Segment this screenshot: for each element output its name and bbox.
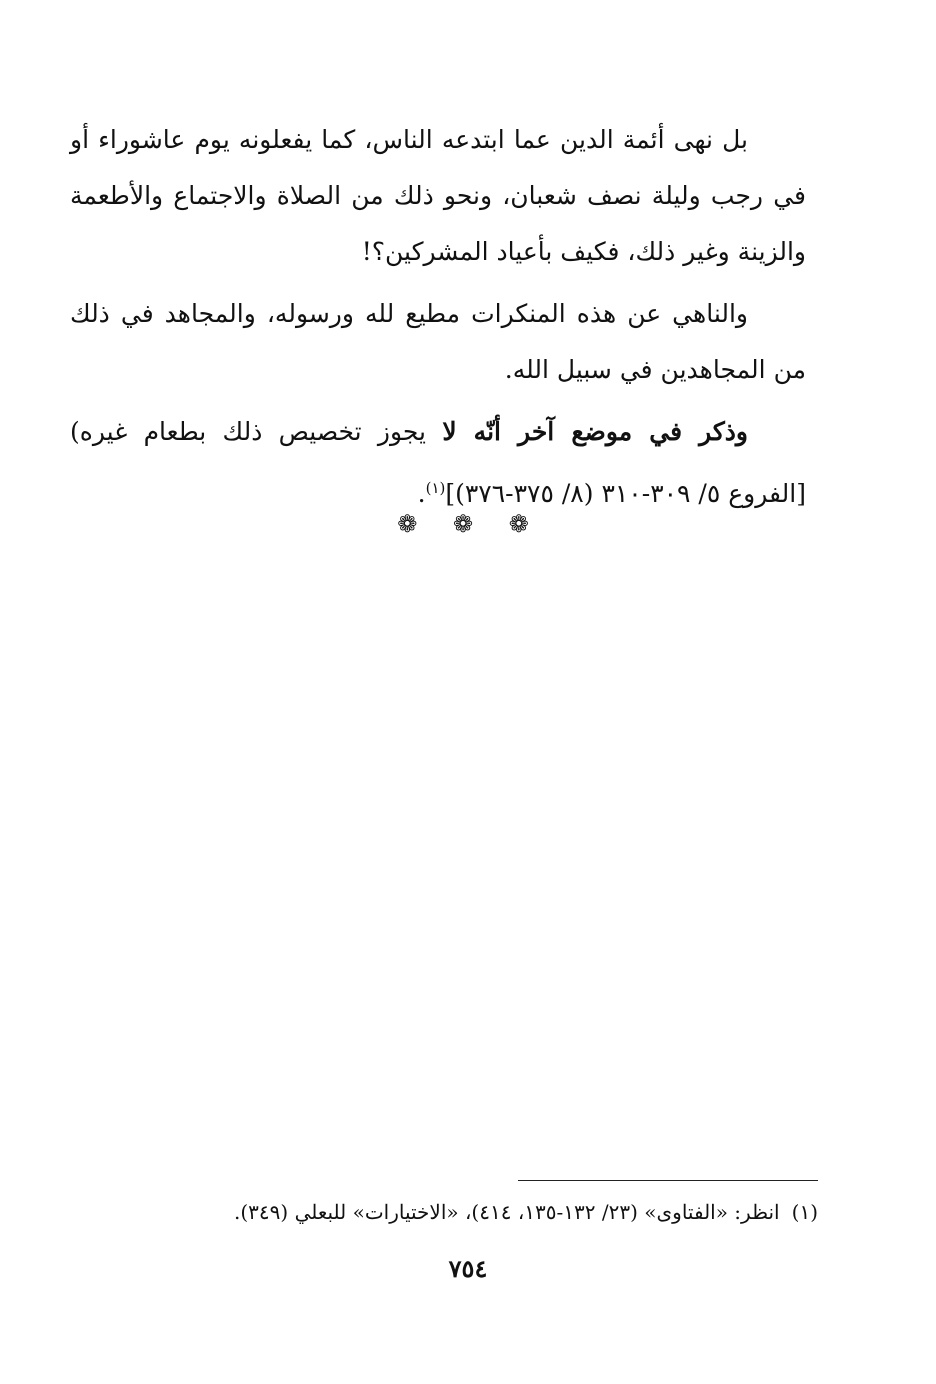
- star-flower-ornament-icon: ❁: [397, 510, 428, 538]
- star-flower-ornament-icon: ❁: [452, 510, 484, 538]
- paragraph-3-text: يجوز تخصيص ذلك بطعام غيره) [الفروع ٥/ ٣٠٩-٣١٠ (٨/ ٣٧٥-٣٧٦)]: [70, 417, 806, 508]
- paragraph-3-end: .: [417, 479, 426, 508]
- paragraph-1: بل نهى أئمة الدين عما ابتدعه الناس، كما يفعلونه يوم عاشوراء أو في رجب وليلة نصف شعبان، ونحو ذلك من الصلاة والاجتماع والأطعمة والزينة وغير ذلك، فكيف بأعياد المشركين؟!: [70, 125, 806, 266]
- paragraph-3-bold-lead: وذكر في موضع آخر أنّه لا: [442, 417, 748, 446]
- footnote-number: (١): [791, 1200, 818, 1224]
- section-divider-ornament: [0, 510, 936, 538]
- page-number: ٧٥٤: [448, 1254, 488, 1283]
- main-text: [70, 112, 806, 528]
- footnote: [70, 1196, 818, 1228]
- paragraph-3: [70, 404, 806, 522]
- star-flower-ornament-icon: ❁: [508, 510, 539, 538]
- footnote-reference[interactable]: (١): [425, 479, 446, 497]
- footnote-text: انظر: «الفتاوى» (٢٣/ ١٣٢-١٣٥، ٤١٤)، «الاختيارات» للبعلي (٣٤٩).: [234, 1200, 780, 1224]
- paragraph-2: والناهي عن هذه المنكرات مطيع لله ورسوله، والمجاهد في ذلك من المجاهدين في سبيل الله.: [70, 299, 806, 384]
- footnote-separator: [518, 1180, 818, 1181]
